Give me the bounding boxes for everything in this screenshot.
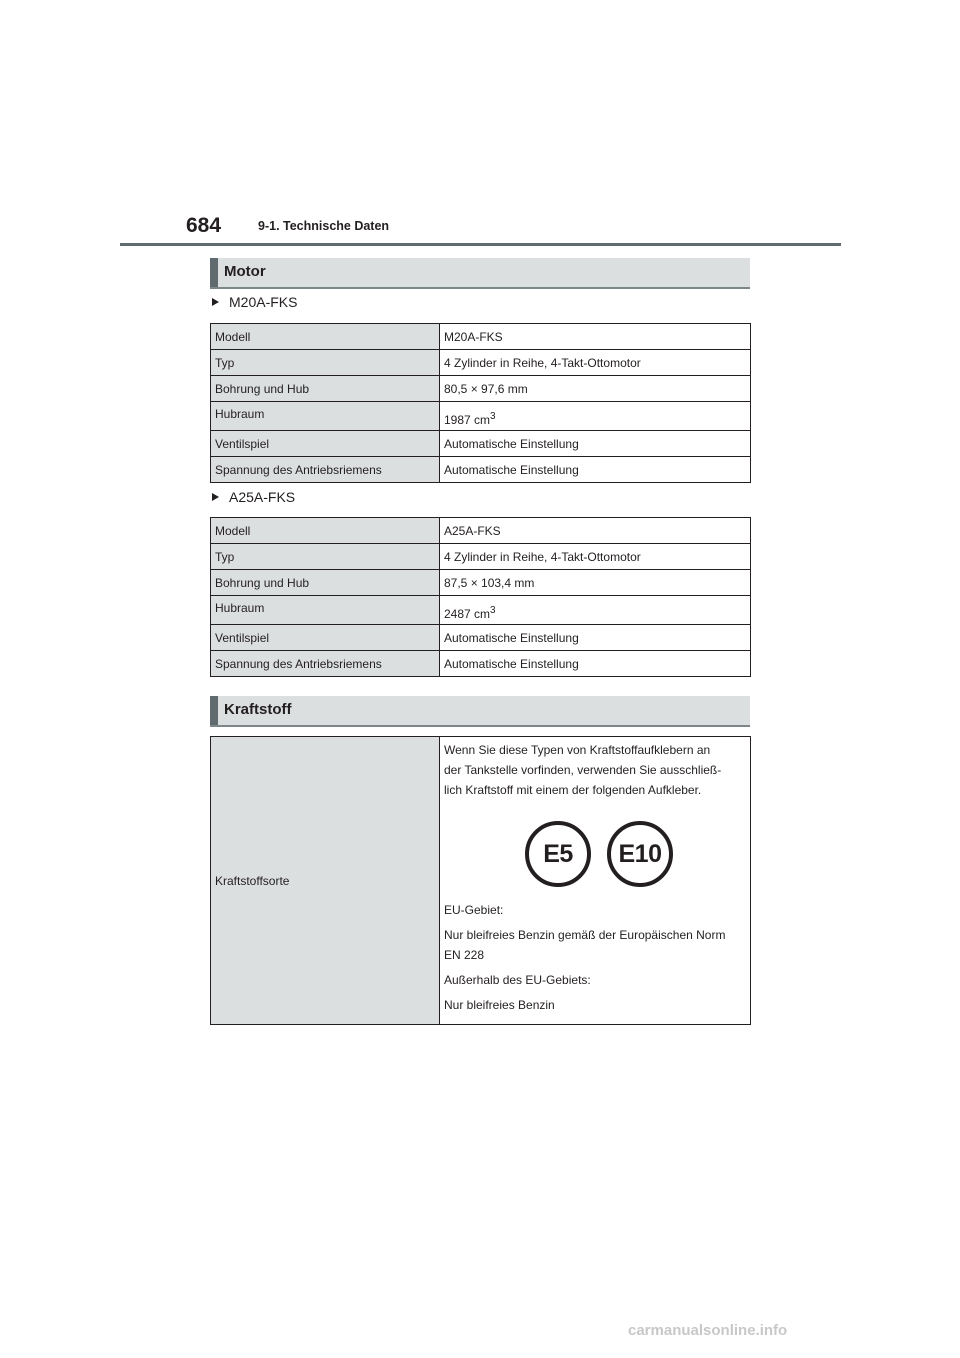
engine-heading-label: A25A-FKS bbox=[229, 489, 296, 505]
spec-value: A25A-FKS bbox=[440, 518, 751, 544]
unit-exponent: 3 bbox=[490, 605, 496, 616]
section-title: Motor bbox=[224, 263, 266, 280]
header-divider bbox=[120, 243, 841, 246]
table-row bbox=[211, 570, 751, 596]
section-title: Kraftstoff bbox=[224, 701, 292, 718]
spec-label: Hubraum bbox=[211, 402, 440, 431]
spec-label: Ventilspiel bbox=[211, 625, 440, 651]
spec-label: Modell bbox=[211, 324, 440, 350]
engine-heading bbox=[212, 489, 295, 505]
watermark: carmanualsonline.info bbox=[628, 1322, 788, 1339]
engine-heading bbox=[212, 294, 297, 310]
engine-spec-table bbox=[210, 517, 751, 677]
fuel-description-cell bbox=[440, 737, 751, 1025]
non-eu-text: Nur bleifreies Benzin bbox=[444, 998, 555, 1012]
spec-label: Typ bbox=[211, 350, 440, 376]
triangle-bullet-icon bbox=[212, 298, 219, 306]
text-line: EN 228 bbox=[444, 948, 485, 962]
table-row bbox=[211, 737, 751, 1025]
e10-sticker-icon: E10 bbox=[607, 821, 673, 887]
text-line: Nur bleifreies Benzin gemäß der Europäischen Norm bbox=[444, 928, 726, 942]
spec-label: Modell bbox=[211, 518, 440, 544]
spec-value bbox=[440, 402, 751, 431]
intro-paragraph bbox=[444, 740, 746, 800]
spec-value: Automatische Einstellung bbox=[440, 651, 751, 677]
spec-value: Automatische Einstellung bbox=[440, 431, 751, 457]
e5-sticker-icon: E5 bbox=[525, 821, 591, 887]
fuel-label-cell: Kraftstoffsorte bbox=[211, 737, 440, 1025]
section-accent-bar bbox=[210, 696, 218, 725]
spec-value: Automatische Einstellung bbox=[440, 457, 751, 483]
unit-exponent: 3 bbox=[490, 411, 496, 422]
table-row bbox=[211, 457, 751, 483]
spec-value: 4 Zylinder in Reihe, 4-Takt-Ottomotor bbox=[440, 544, 751, 570]
spec-label: Typ bbox=[211, 544, 440, 570]
spec-label: Bohrung und Hub bbox=[211, 376, 440, 402]
triangle-bullet-icon bbox=[212, 493, 219, 501]
displacement-value: 2487 cm bbox=[444, 607, 491, 621]
engine-spec-table bbox=[210, 323, 751, 483]
non-eu-heading: Außerhalb des EU-Gebiets: bbox=[444, 973, 591, 987]
section-header-motor bbox=[210, 258, 750, 289]
table-row bbox=[211, 625, 751, 651]
table-row bbox=[211, 376, 751, 402]
spec-value bbox=[440, 596, 751, 625]
spec-value: M20A-FKS bbox=[440, 324, 751, 350]
engine-heading-label: M20A-FKS bbox=[229, 294, 298, 310]
spec-value: 80,5 × 97,6 mm bbox=[440, 376, 751, 402]
table-row bbox=[211, 431, 751, 457]
text-line: Wenn Sie diese Typen von Kraftstoffaufklebern an bbox=[444, 743, 711, 757]
table-row bbox=[211, 350, 751, 376]
table-row bbox=[211, 651, 751, 677]
section-header-fuel bbox=[210, 696, 750, 727]
table-row bbox=[211, 518, 751, 544]
spec-label: Ventilspiel bbox=[211, 431, 440, 457]
spec-value: 87,5 × 103,4 mm bbox=[440, 570, 751, 596]
section-accent-bar bbox=[210, 258, 218, 287]
text-line: lich Kraftstoff mit einem der folgenden Aufkleber. bbox=[444, 783, 702, 797]
displacement-value: 1987 cm bbox=[444, 413, 491, 427]
eu-text bbox=[444, 925, 746, 965]
spec-label: Hubraum bbox=[211, 596, 440, 625]
fuel-table bbox=[210, 736, 751, 1025]
fuel-sticker-row bbox=[444, 805, 746, 900]
table-row bbox=[211, 324, 751, 350]
chapter-title: 9-1. Technische Daten bbox=[258, 219, 390, 233]
table-row bbox=[211, 544, 751, 570]
table-row bbox=[211, 402, 751, 431]
table-row bbox=[211, 596, 751, 625]
page-number: 684 bbox=[186, 214, 222, 237]
spec-value: Automatische Einstellung bbox=[440, 625, 751, 651]
spec-label: Spannung des Antriebsriemens bbox=[211, 651, 440, 677]
spec-label: Spannung des Antriebsriemens bbox=[211, 457, 440, 483]
spec-label: Bohrung und Hub bbox=[211, 570, 440, 596]
spec-value: 4 Zylinder in Reihe, 4-Takt-Ottomotor bbox=[440, 350, 751, 376]
eu-heading: EU-Gebiet: bbox=[444, 903, 504, 917]
text-line: der Tankstelle vorfinden, verwenden Sie ausschließ- bbox=[444, 763, 722, 777]
